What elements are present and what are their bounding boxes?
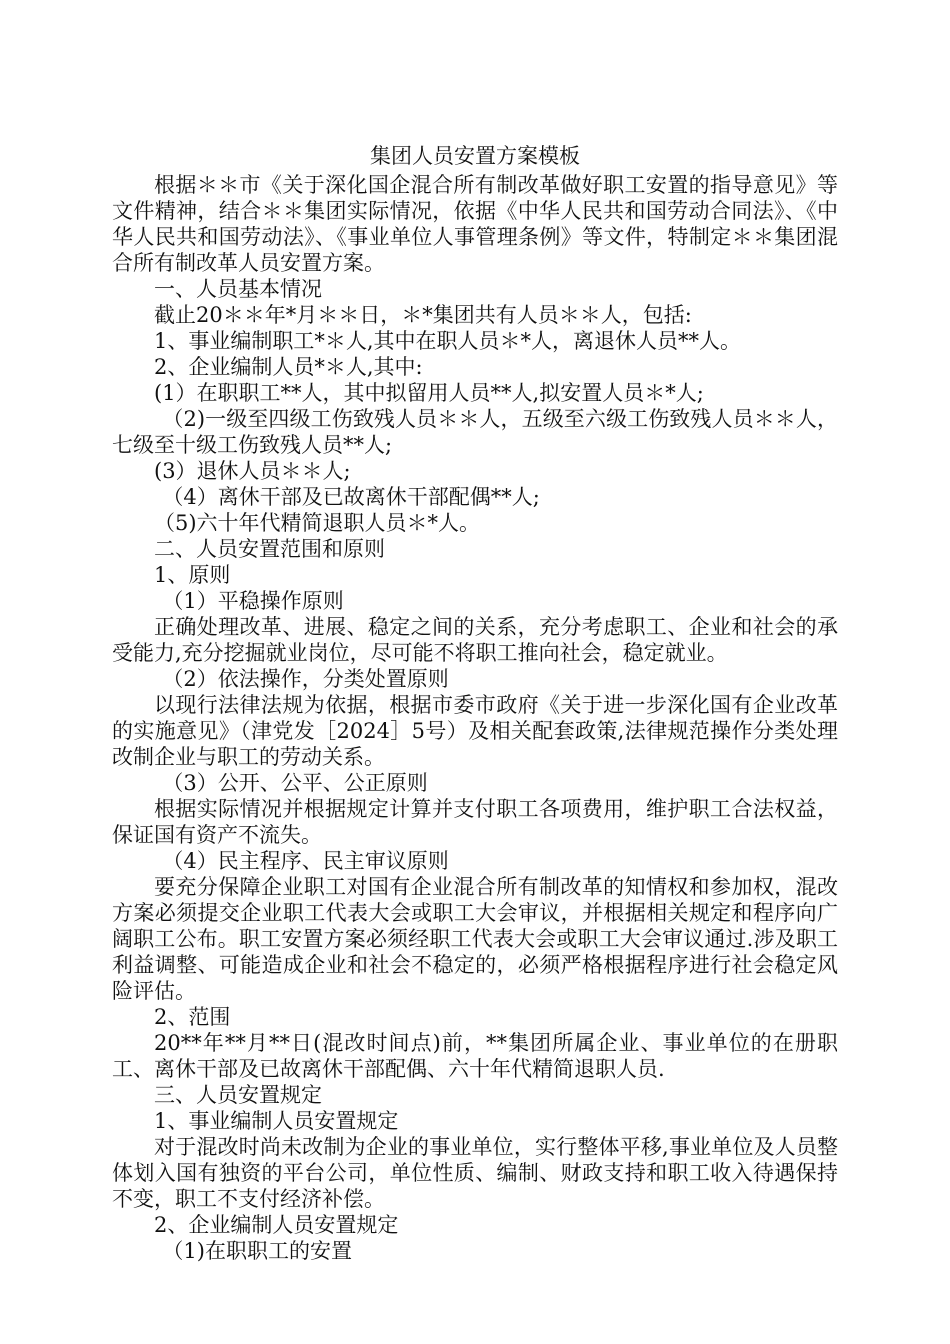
list-item: （2)一级至四级工伤致残人员＊＊人，五级至六级工伤致残人员＊＊人，七级至十级工伤致残人员**人; [112,407,838,457]
list-item: （4）离休干部及已故离休干部配偶**人; [162,485,540,509]
list-item: (3）退休人员＊＊人; [154,459,351,483]
document-title: 集团人员安置方案模板 [370,144,580,168]
subsection-heading: 1、原则 [154,563,231,587]
list-item: 1、事业编制职工*＊人,其中在职人员＊*人，离退休人员**人。 [154,329,742,353]
paragraph: 截止20＊＊年*月＊＊日，＊*集团共有人员＊＊人，包括: [154,303,692,327]
section-heading-3: 三、人员安置规定 [154,1083,322,1107]
section-heading-2: 二、人员安置范围和原则 [154,537,385,561]
paragraph: 以现行法律法规为依据，根据市委市政府《关于进一步深化国有企业改革的实施意见》（津党发［2024］5号）及相关配套政策,法律规范操作分类处理改制企业与职工的劳动关系。 [112,693,838,769]
section-heading-1: 一、人员基本情况 [154,277,322,301]
paragraph: 正确处理改革、进展、稳定之间的关系，充分考虑职工、企业和社会的承受能力,充分挖掘就业岗位，尽可能不将职工推向社会，稳定就业。 [112,615,838,665]
document-body [112,142,838,1264]
list-item: 2、企业编制人员*＊人,其中: [154,355,423,379]
subsection-heading: 2、范围 [154,1005,231,1029]
intro-paragraph: 根据＊＊市《关于深化国企混合所有制改革做好职工安置的指导意见》等文件精神，结合＊＊集团实际情况，依据《中华人民共和国劳动合同法》、《中华人民共和国劳动法》、《事业单位人事管理条例》等文件，特制定＊＊集团混合所有制改革人员安置方案。 [112,173,838,275]
paragraph: 20**年**月**日(混改时间点)前，**集团所属企业、事业单位的在册职工、离休干部及已故离休干部配偶、六十年代精简退职人员. [112,1031,838,1081]
list-item: （1)在职职工的安置 [162,1239,352,1263]
list-item: (1）在职职工**人，其中拟留用人员**人,拟安置人员＊*人; [154,381,704,405]
principle-heading: （3）公开、公平、公正原则 [162,771,428,795]
paragraph: 根据实际情况并根据规定计算并支付职工各项费用，维护职工合法权益，保证国有资产不流失。 [112,797,838,847]
principle-heading: （4）民主程序、民主审议原则 [162,849,449,873]
principle-heading: （1）平稳操作原则 [162,589,344,613]
paragraph: 对于混改时尚未改制为企业的事业单位，实行整体平移,事业单位及人员整体划入国有独资的平台公司，单位性质、编制、财政支持和职工收入待遇保持不变，职工不支付经济补偿。 [112,1135,838,1211]
principle-heading: （2）依法操作，分类处置原则 [162,667,449,691]
paragraph: 要充分保障企业职工对国有企业混合所有制改革的知情权和参加权，混改方案必须提交企业职工代表大会或职工大会审议，并根据相关规定和程序向广阔职工公布。职工安置方案必须经职工代表大会或职工大会审议通过.涉及职工利益调整、可能造成企业和社会不稳定的，必须严格根据程序进行社会稳定风险评估。 [112,875,838,1003]
subsection-heading: 1、事业编制人员安置规定 [154,1109,399,1133]
list-item: （5)六十年代精简退职人员＊*人。 [154,511,481,535]
subsection-heading: 2、企业编制人员安置规定 [154,1213,399,1237]
